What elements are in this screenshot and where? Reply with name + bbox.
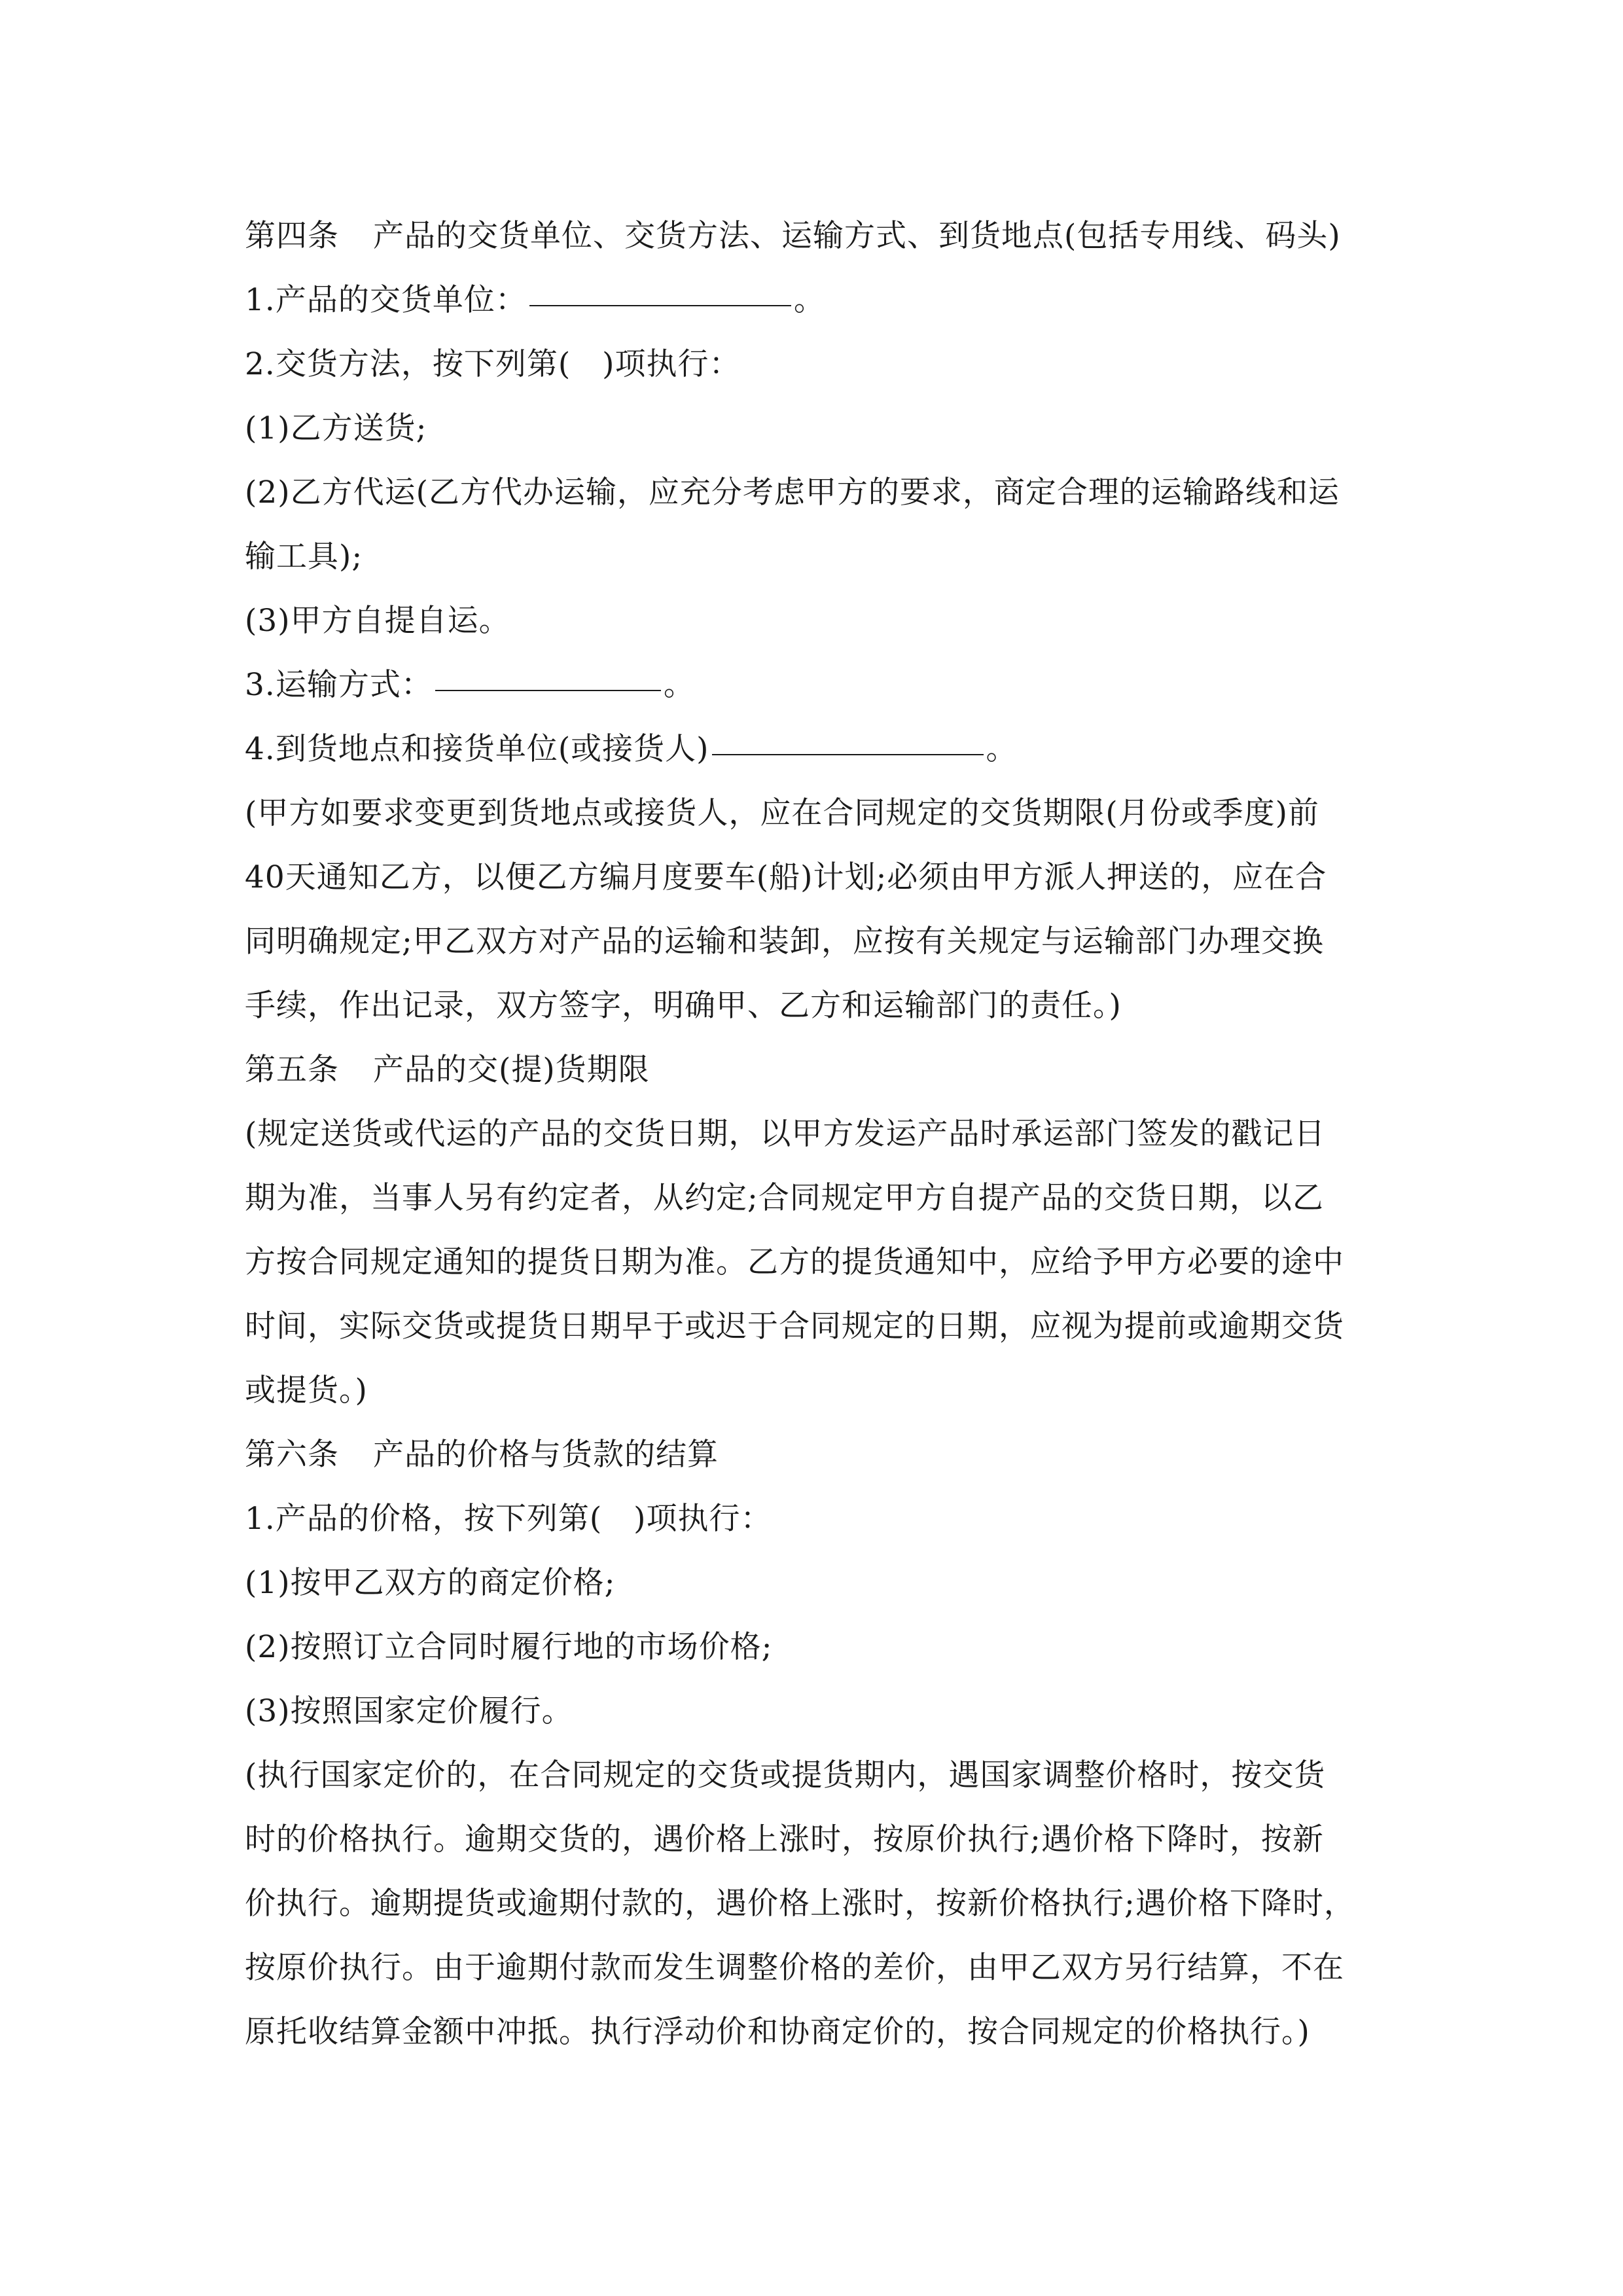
text-line: 价执行。逾期提货或逾期付款的，遇价格上涨时，按新价格执行;遇价格下降时， bbox=[245, 1886, 1355, 1922]
text-line: (1)按甲乙双方的商定价格; bbox=[245, 1565, 616, 1601]
text-line: 按原价执行。由于逾期付款而发生调整价格的差价，由甲乙双方另行结算，不在 bbox=[245, 1950, 1344, 1986]
article-number: 第六条 bbox=[245, 1437, 339, 1473]
article-title: 产品的价格与货款的结算 bbox=[373, 1437, 719, 1473]
article-5-heading bbox=[245, 1038, 1387, 1102]
transport-mode-line: 3.运输方式： 。 bbox=[245, 667, 695, 703]
text-line: 手续，作出记录，双方签字，明确甲、乙方和运输部门的责任。) bbox=[245, 988, 1122, 1024]
text-line: 2.交货方法，按下列第( )项执行： bbox=[245, 346, 741, 382]
text-line: 或提货。) bbox=[245, 1372, 368, 1408]
text-line: (2)按照订立合同时履行地的市场价格; bbox=[245, 1629, 773, 1665]
fill-in-blank[interactable] bbox=[712, 753, 984, 755]
text-line: 方按合同规定通知的提货日期为准。乙方的提货通知中，应给予甲方必要的途中 bbox=[245, 1244, 1344, 1280]
fill-in-blank[interactable] bbox=[529, 304, 791, 306]
text-line: 原托收结算金额中冲抵。执行浮动价和协商定价的，按合同规定的价格执行。) bbox=[245, 2014, 1310, 2050]
delivery-unit-line: 1.产品的交货单位： 。 bbox=[245, 282, 825, 318]
text-line: 输工具); bbox=[245, 539, 363, 575]
text-line: (1)乙方送货; bbox=[245, 410, 427, 446]
text-line: (执行国家定价的，在合同规定的交货或提货期内，遇国家调整价格时，按交货 bbox=[245, 1757, 1326, 1793]
arrival-place-line: 4.到货地点和接货单位(或接货人) 。 bbox=[245, 731, 1018, 767]
text-line: (规定送货或代运的产品的交货日期，以甲方发运产品时承运部门签发的戳记日 bbox=[245, 1116, 1326, 1152]
text-line: 1.产品的价格，按下列第( )项执行： bbox=[245, 1501, 772, 1537]
article-title: 产品的交(提)货期限 bbox=[373, 1052, 650, 1088]
text-line: 40天通知乙方，以便乙方编月度要车(船)计划;必须由甲方派人押送的，应在合 bbox=[245, 859, 1327, 895]
text-line: 期为准，当事人另有约定者，从约定;合同规定甲方自提产品的交货日期，以乙 bbox=[245, 1180, 1324, 1216]
text-line: (3)按照国家定价履行。 bbox=[245, 1693, 573, 1729]
text-line: 同明确规定;甲乙双方对产品的运输和装卸，应按有关规定与运输部门办理交换 bbox=[245, 924, 1324, 960]
text-line: (3)甲方自提自运。 bbox=[245, 603, 510, 639]
text-line: 时间，实际交货或提货日期早于或迟于合同规定的日期，应视为提前或逾期交货 bbox=[245, 1308, 1344, 1344]
fill-in-blank[interactable] bbox=[435, 689, 661, 691]
text-line: (2)乙方代运(乙方代办运输，应充分考虑甲方的要求，商定合理的运输路线和运 bbox=[245, 475, 1340, 511]
document-body bbox=[245, 204, 1387, 2064]
article-title: 产品的交货单位、交货方法、运输方式、到货地点(包括专用线、码头) bbox=[373, 218, 1341, 254]
article-number: 第五条 bbox=[245, 1052, 339, 1088]
article-number: 第四条 bbox=[245, 218, 339, 254]
text-line: 时的价格执行。逾期交货的，遇价格上涨时，按原价执行;遇价格下降时，按新 bbox=[245, 1821, 1324, 1857]
article-6-heading bbox=[245, 1423, 1387, 1487]
article-4-heading bbox=[245, 204, 1387, 268]
text-line: (甲方如要求变更到货地点或接货人，应在合同规定的交货期限(月份或季度)前 bbox=[245, 795, 1320, 831]
